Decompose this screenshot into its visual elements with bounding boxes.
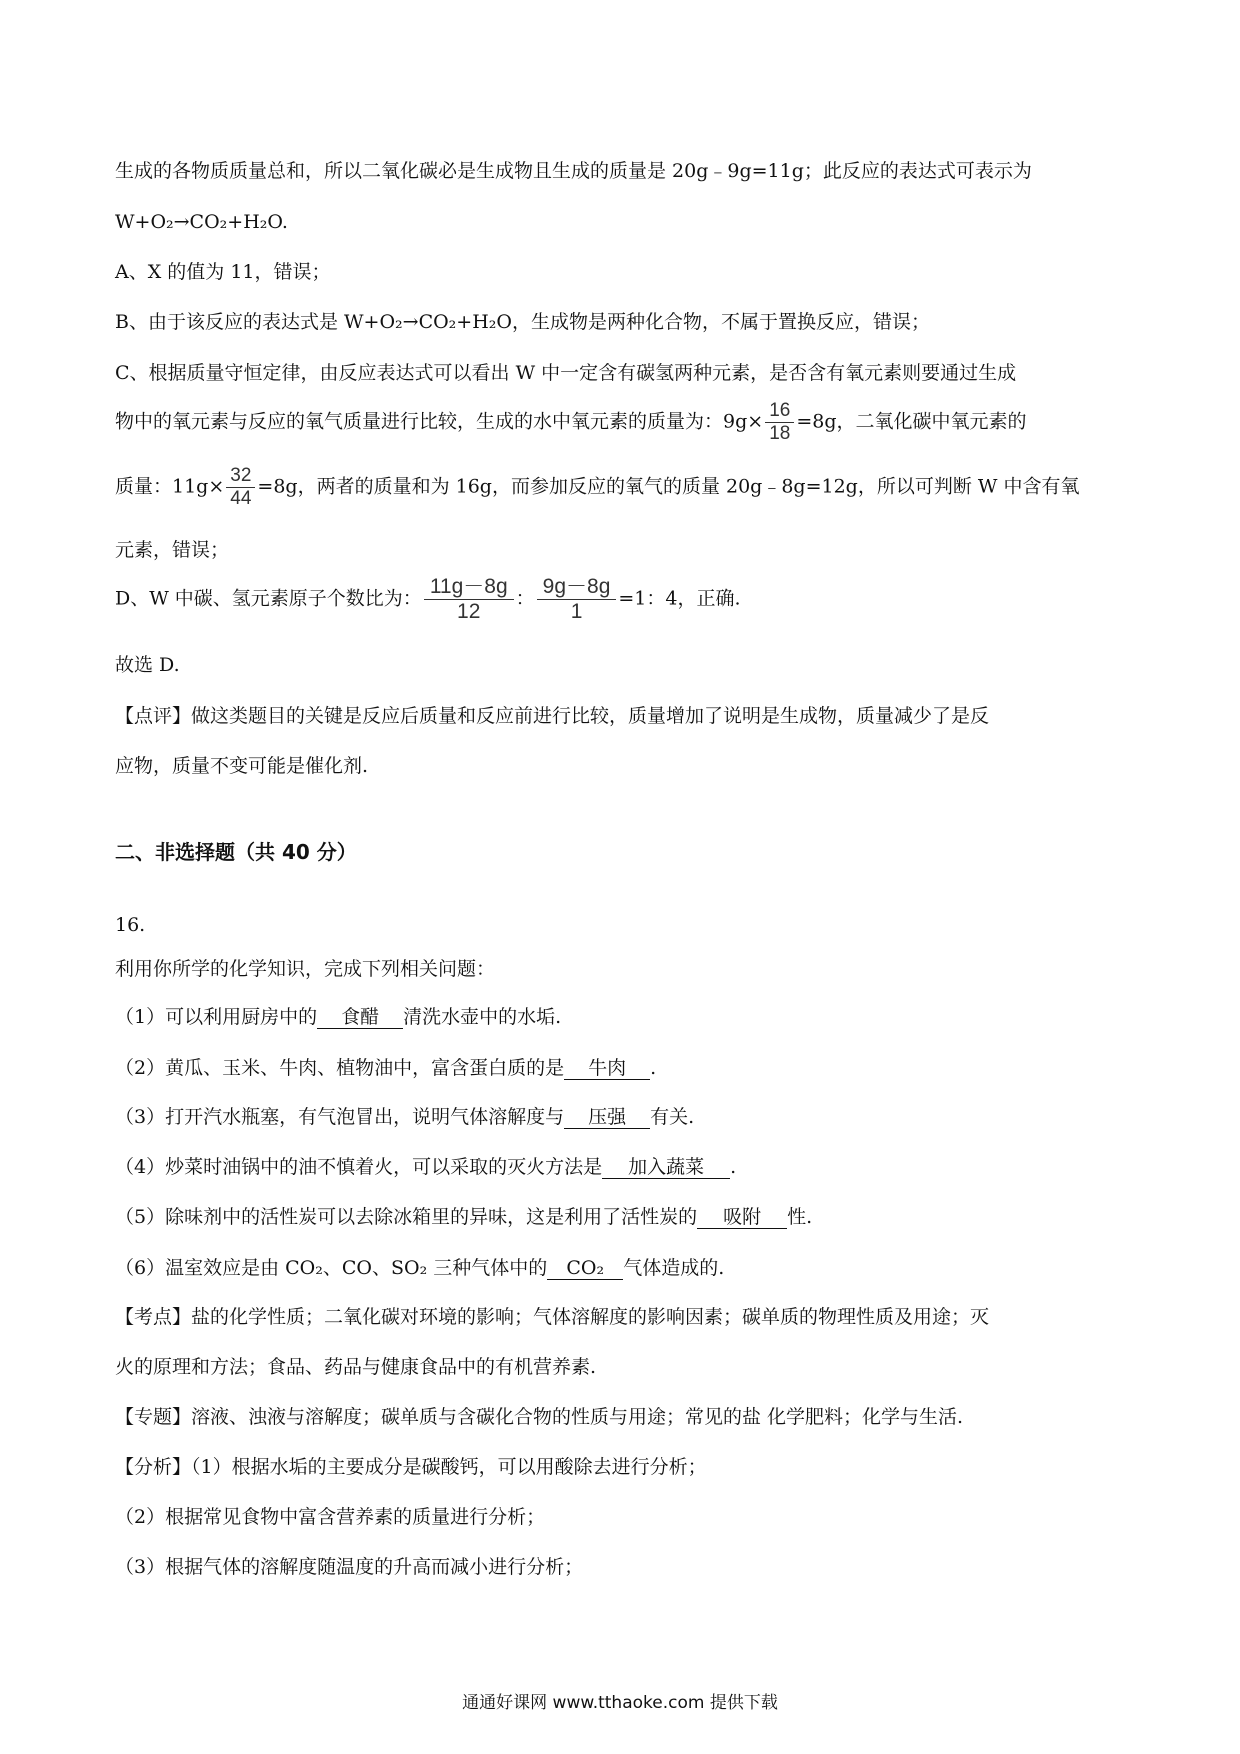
section-heading: 二、非选择题（共 40 分） xyxy=(115,840,357,864)
text-segment: 物中的氧元素与反应的氧气质量进行比较，生成的水中氧元素的质量为：9g× xyxy=(115,410,764,433)
question-item-6 xyxy=(115,1256,724,1280)
question-item-3 xyxy=(115,1105,694,1129)
fraction-16-18 xyxy=(765,400,794,445)
option-c-line1: C、根据质量守恒定律，由反应表达式可以看出 W 中一定含有碳氢两种元素，是否含有氧元素则要通过生成 xyxy=(115,362,1017,384)
answer-line: 故选 D. xyxy=(115,654,180,676)
fraction-denominator: 1 xyxy=(570,600,583,623)
item-prompt: （6）温室效应是由 CO₂、CO、SO₂ 三种气体中的 xyxy=(115,1257,548,1279)
text-segment: 质量：11g× xyxy=(115,475,225,498)
answer-blank: 压强 xyxy=(564,1106,650,1129)
review-line2: 应物，质量不变可能是催化剂. xyxy=(115,755,369,777)
fraction-numerator: 11g－8g xyxy=(429,575,508,598)
fraction-hydrogen xyxy=(537,575,617,624)
item-prompt: （3）打开汽水瓶塞，有气泡冒出，说明气体溶解度与 xyxy=(115,1106,565,1128)
answer-blank: 加入蔬菜 xyxy=(602,1156,730,1179)
item-suffix: . xyxy=(650,1057,657,1079)
option-d xyxy=(115,575,741,624)
option-c-line3 xyxy=(115,465,1079,510)
fraction-numerator: 9g－8g xyxy=(542,575,611,598)
fenxi-line3: （3）根据气体的溶解度随温度的升高而减小进行分析； xyxy=(115,1556,584,1578)
answer-blank: 牛肉 xyxy=(564,1057,650,1080)
text-segment: =8g，两者的质量和为 16g，而参加反应的氧气的质量 20g﹣8g=12g，所以可判断 W 中含有氧 xyxy=(257,475,1080,498)
question-item-4 xyxy=(115,1155,736,1179)
text-segment: D、W 中碳、氢元素原子个数比为： xyxy=(115,587,422,610)
item-prompt: （2）黄瓜、玉米、牛肉、植物油中，富含蛋白质的是 xyxy=(115,1057,565,1079)
fraction-denominator: 18 xyxy=(769,423,791,444)
item-suffix: 气体造成的. xyxy=(623,1257,725,1279)
solution-line: 生成的各物质质量总和，所以二氧化碳必是生成物且生成的质量是 20g﹣9g=11g；此反应的表达式可表示为 xyxy=(115,160,1032,182)
page-footer: 通通好课网 www.tthaoke.com 提供下载 xyxy=(462,1693,778,1713)
item-suffix: 性. xyxy=(787,1206,813,1228)
kaodian-line1: 【考点】盐的化学性质；二氧化碳对环境的影响；气体溶解度的影响因素；碳单质的物理性质及用途；灭 xyxy=(115,1306,990,1328)
reaction-equation: W+O₂→CO₂+H₂O. xyxy=(115,211,288,233)
fraction-carbon xyxy=(424,575,514,624)
fenxi-line2: （2）根据常见食物中富含营养素的质量进行分析； xyxy=(115,1506,546,1528)
item-suffix: 清洗水壶中的水垢. xyxy=(403,1006,562,1028)
question-item-5 xyxy=(115,1205,812,1229)
item-suffix: . xyxy=(730,1156,737,1178)
fraction-numerator: 32 xyxy=(230,465,252,486)
item-suffix: 有关. xyxy=(650,1106,695,1128)
item-prompt: （5）除味剂中的活性炭可以去除冰箱里的异味，这是利用了活性炭的 xyxy=(115,1206,698,1228)
question-intro: 利用你所学的化学知识，完成下列相关问题： xyxy=(115,958,496,980)
option-c-line2 xyxy=(115,400,1027,445)
fraction-denominator: 12 xyxy=(457,600,481,623)
fraction-32-44 xyxy=(226,465,255,510)
fraction-denominator: 44 xyxy=(230,488,252,509)
item-prompt: （1）可以利用厨房中的 xyxy=(115,1006,318,1028)
text-segment: =1：4，正确. xyxy=(618,587,741,610)
kaodian-line2: 火的原理和方法；食品、药品与健康食品中的有机营养素. xyxy=(115,1356,597,1378)
zhuanti-line: 【专题】溶液、浊液与溶解度；碳单质与含碳化合物的性质与用途；常见的盐 化学肥料；化学与生活. xyxy=(115,1406,964,1428)
answer-blank: 食醋 xyxy=(317,1006,403,1029)
answer-blank: 吸附 xyxy=(697,1206,787,1229)
answer-blank: CO₂ xyxy=(547,1257,623,1280)
question-item-2 xyxy=(115,1056,656,1080)
fraction-numerator: 16 xyxy=(769,400,791,421)
option-a: A、X 的值为 11，错误； xyxy=(115,261,331,283)
question-number: 16. xyxy=(115,914,146,936)
option-b: B、由于该反应的表达式是 W+O₂→CO₂+H₂O，生成物是两种化合物，不属于置换反应，错误； xyxy=(115,311,930,333)
question-item-1 xyxy=(115,1005,561,1029)
item-prompt: （4）炒菜时油锅中的油不慎着火，可以采取的灭火方法是 xyxy=(115,1156,603,1178)
review-line1: 【点评】做这类题目的关键是反应后质量和反应前进行比较，质量增加了说明是生成物，质量减少了是反 xyxy=(115,705,990,727)
option-c-line4: 元素，错误； xyxy=(115,539,230,561)
text-segment: =8g，二氧化碳中氧元素的 xyxy=(796,410,1027,433)
text-segment: ： xyxy=(515,587,535,610)
fenxi-line1: 【分析】（1）根据水垢的主要成分是碳酸钙，可以用酸除去进行分析； xyxy=(115,1456,707,1478)
